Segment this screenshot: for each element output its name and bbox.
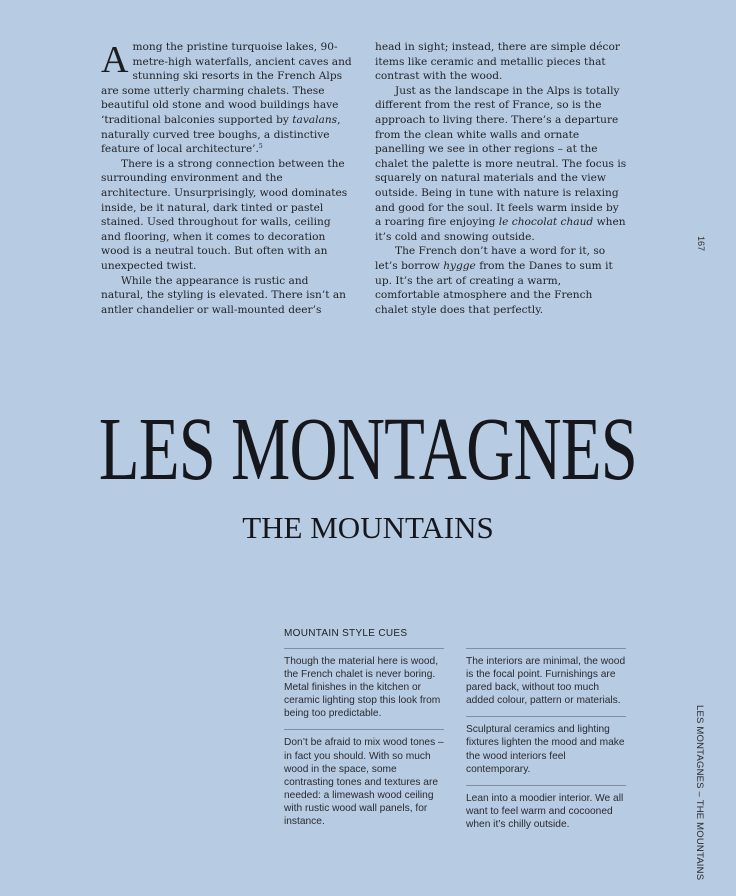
style-cue: Don’t be afraid to mix wood tones – in fact you should. With so much wood in the space, some contrasting tones and textures are needed: a limewash wood ceiling with rustic wood wall panels, for instance.	[284, 729, 444, 837]
style-cue: Though the material here is wood, the French chalet is never boring. Metal finishes in the kitchen or ceramic lighting stop this look from being too predictable.	[284, 648, 444, 729]
italic-term: le chocolat chaud	[498, 216, 594, 229]
style-cue: The interiors are minimal, the wood is the focal point. Furnishings are pared back, without too much added colour, pattern or materials.	[466, 648, 626, 716]
text-run: While the appearance is rustic and natural, the styling is elevated. There isn’t an antler chandelier or wall-mounted deer’s	[101, 274, 346, 316]
chapter-title: LES MONTAGNES	[98, 400, 638, 499]
body-paragraph	[101, 157, 353, 274]
style-cue: Sculptural ceramics and lighting fixtures lighten the mood and make the wood interiors feel contemporary.	[466, 716, 626, 784]
style-cues-column-right	[466, 648, 626, 840]
text-run: head in sight; instead, there are simple décor items like ceramic and metallic pieces that contrast with the wood.	[375, 41, 620, 83]
page-number: 167	[696, 236, 706, 252]
text-run: The French don’t have a word for it, so let’s borrow	[375, 245, 606, 272]
style-cue: Lean into a moodier interior. We all want to feel warm and cocooned when it’s chilly outside.	[466, 785, 626, 840]
body-paragraph	[101, 274, 353, 318]
body-column-right	[375, 40, 627, 317]
text-run: mong the pristine turquoise lakes, 90-metre-high waterfalls, ancient caves and stunning ski resorts in the French Alps are some utterly charming chalets. These beautiful old stone and wood buildings have ‘traditional balconies supported by	[101, 41, 352, 126]
footnote-marker: 5	[258, 143, 263, 151]
text-run: , naturally curved tree boughs, a distinctive feature of local architecture’.	[101, 113, 341, 156]
text-run: Just as the landscape in the Alps is totally different from the rest of France, so is the approach to living there. There’s a departure from the clean white walls and ornate panelling we see in other regions – at the chalet the palette is more neutral. The focus is squarely on natural materials and the view outside. Being in tune with nature is relaxing and good for the soul. It feels warm inside by a roaring fire enjoying	[375, 84, 627, 229]
body-paragraph	[101, 40, 353, 157]
body-paragraph	[375, 244, 627, 317]
italic-term: tavalans	[292, 113, 338, 126]
italic-term: hygge	[443, 259, 476, 272]
running-head: LES MONTAGNES – THE MOUNTAINS	[694, 705, 705, 881]
text-run: from the Danes to sum it up. It’s the art of creating a warm, comfortable atmosphere and the French chalet style does that perfectly.	[375, 259, 613, 316]
body-paragraph	[375, 40, 627, 84]
style-cues-heading: MOUNTAIN STYLE CUES	[284, 628, 408, 639]
body-paragraph	[375, 84, 627, 245]
drop-cap: A	[101, 39, 129, 81]
text-run: when it’s cold and snowing outside.	[375, 216, 626, 243]
body-column-left	[101, 40, 353, 317]
chapter-subtitle: THE MOUNTAINS	[242, 510, 494, 545]
text-run: There is a strong connection between the surrounding environment and the architecture. Unsurprisingly, wood dominates inside, be it natural, dark tinted or pastel stained. Used throughout for walls, ceiling and flooring, when it comes to decoration wood is a neutral touch. But often with an unexpected twist.	[101, 157, 348, 272]
style-cues-column-left	[284, 648, 444, 837]
paragraph-text	[101, 41, 352, 155]
